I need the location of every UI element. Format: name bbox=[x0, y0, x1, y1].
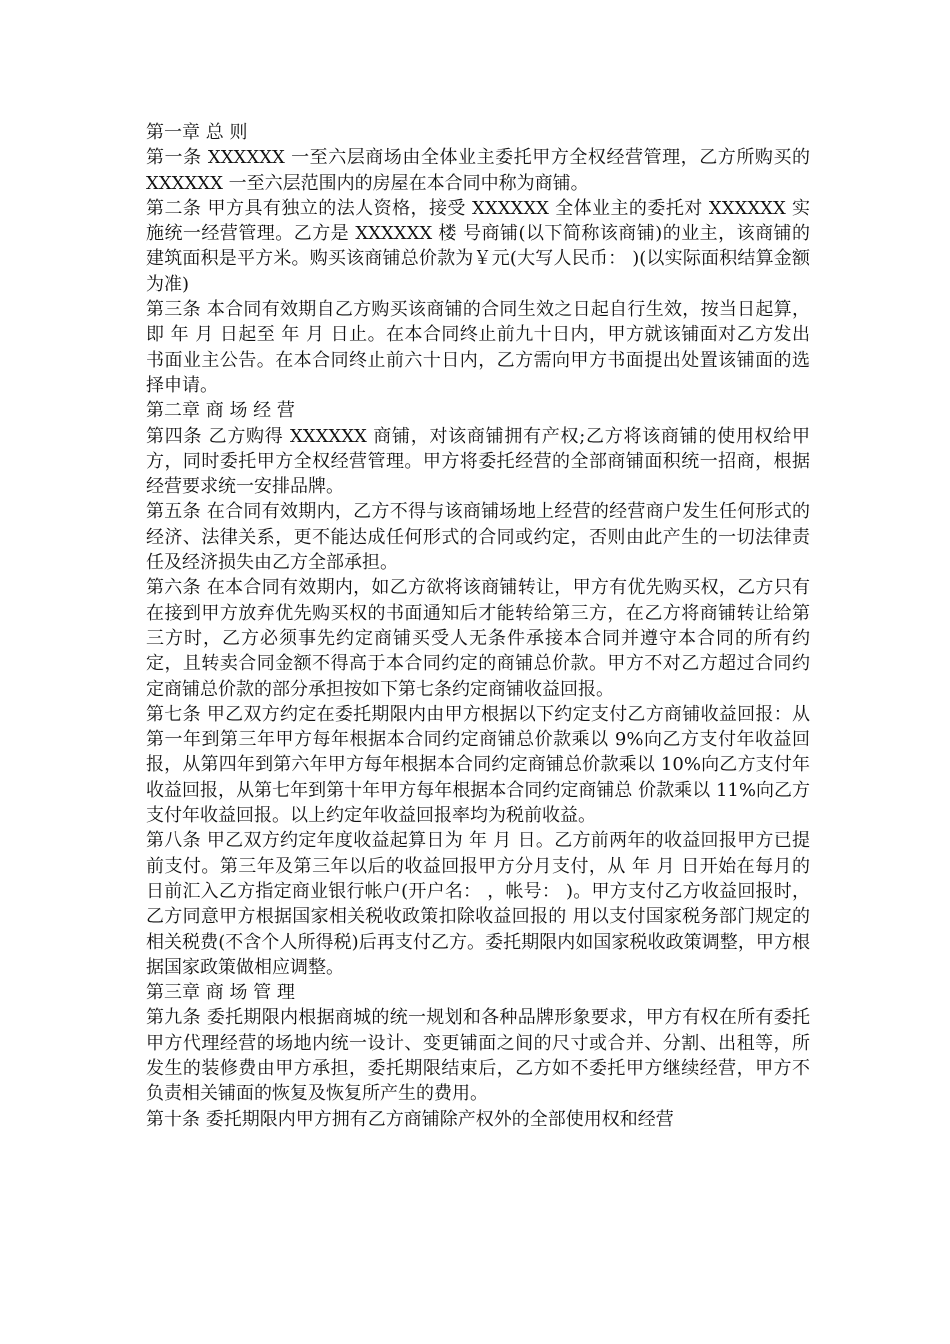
article-2: 第二条 甲方具有独立的法人资格，接受 XXXXXX 全体业主的委托对 XXXXXX 实施统一经营管理。乙方是 XXXXXX 楼 号商铺(以下简称该商铺)的业主，该商铺的建筑面积是平方米。购买该商铺总价款为￥元(大写人民币： )(以实际面积结算金额为准) bbox=[146, 197, 810, 295]
article-3: 第三条 本合同有效期自乙方购买该商铺的合同生效之日起自行生效，按当日起算，即 年 月 日起至 年 月 日止。在本合同终止前九十日内，甲方就该铺面对乙方发出书面业主公告。在本合同终止前六十日内，乙方需向甲方书面提出处置该铺面的选择申请。 bbox=[146, 299, 810, 396]
article-4: 第四条 乙方购得 XXXXXX 商铺，对该商铺拥有产权;乙方将该商铺的使用权给甲方，同时委托甲方全权经营管理。甲方将委托经营的全部商铺面积统一招商，根据经营要求统一安排品牌。 bbox=[146, 425, 810, 498]
chapter-3-heading: 第三章 商 场 管 理 bbox=[146, 982, 295, 1004]
article-9: 第九条 委托期限内根据商城的统一规划和各种品牌形象要求，甲方有权在所有委托甲方代理经营的场地内统一设计、变更铺面之间的尺寸或合并、分割、出租等，所发生的装修费由甲方承担，委托期限结束后，乙方如不委托甲方继续经营，甲方不负责相关铺面的恢复及恢复所产生的费用。 bbox=[146, 1007, 810, 1105]
chapter-2-heading: 第二章 商 场 经 营 bbox=[146, 400, 295, 422]
article-6: 第六条 在本合同有效期内，如乙方欲将该商铺转让，甲方有优先购买权，乙方只有在接到甲方放弃优先购买权的书面通知后才能转给第三方，在乙方将商铺转让给第三方时，乙方必须事先约定商铺买受人无条件承接本合同并遵守本合同的所有约定，且转卖合同金额不得高于本合同约定的商铺总价款。甲方不对乙方超过合同约定商铺总价款的部分承担按如下第七条约定商铺收益回报。 bbox=[146, 577, 810, 700]
article-5: 第五条 在合同有效期内，乙方不得与该商铺场地上经营的经营商户发生任何形式的经济、法律关系，更不能达成任何形式的合同或约定，否则由此产生的一切法律责任及经济损失由乙方全部承担。 bbox=[146, 501, 810, 574]
article-7: 第七条 甲乙双方约定在委托期限内由甲方根据以下约定支付乙方商铺收益回报：从第一年到第三年甲方每年根据本合同约定商铺总价款乘以 9%向乙方支付年收益回报，从第四年到第六年甲方每年根据本合同约定商铺总价款乘以 10%向乙方支付年收益回报，从第七年到第十年甲方每年根据本合同约定商铺总 价款乘以 11%向乙方支付年收益回报。以上约定年收益回报率均为税前收益。 bbox=[146, 703, 810, 827]
article-8: 第八条 甲乙双方约定年度收益起算日为 年 月 日。乙方前两年的收益回报甲方已提前支付。第三年及第三年以后的收益回报甲方分月支付，从 年 月 日开始在每月的 日前汇入乙方指定商业银行帐户(开户名： ，帐号： )。甲方支付乙方收益回报时，乙方同意甲方根据国家相关税收政策扣除收益回报的 用以支付国家税务部门规定的相关税费(不含个人所得税)后再支付乙方。委托期限内如国家税收政策调整，甲方根据国家政策做相应调整。 bbox=[146, 830, 810, 978]
chapter-1-heading: 第一章 总 则 bbox=[146, 122, 248, 143]
article-1: 第一条 XXXXXX 一至六层商场由全体业主委托甲方全权经营管理，乙方所购买的 XXXXXX 一至六层范围内的房屋在本合同中称为商铺。 bbox=[146, 147, 810, 194]
article-10: 第十条 委托期限内甲方拥有乙方商铺除产权外的全部使用权和经营 bbox=[146, 1108, 674, 1130]
document-page bbox=[146, 120, 810, 1132]
